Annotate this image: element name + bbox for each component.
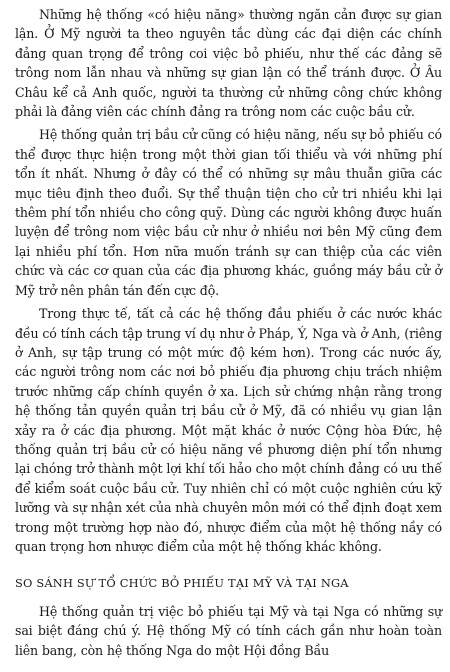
paragraph-centralization: Trong thực tế, tất cả các hệ thống đầu phiếu ở các nước khác đều có tính cách tập trung ví dụ như ở Pháp, Ý, Nga và ở Anh, (riêng ở Anh, sự tập trung có một mức độ kém hơn). Trong các nước ấy, các người trông nom các nơi bỏ phiếu địa phương chịu trách nhiệm trước những cấp chính quyền ở xa. Lịch sử chứng nhận rằng trong hệ thống tản quyền quản trị bầu cử ở Mỹ, đã có nhiều vụ gian lận xảy ra ở các địa phương. Một mặt khác ở nước Cộng hòa Đức, hệ thống quản trị bầu cử có hiệu năng về phương diện phí tổn nhưng lại chóng trở thành một lợi khí tối hảo cho một chính đảng có ưu thế để kiểm soát cuộc bầu cử. Tuy nhiên chỉ có một cuộc nghiên cứu kỹ lưỡng và sự nhận xét của nhà chuyên môn mới có thể định đoạt xem trong một trường hợp nào đó, nhược điểm của một hệ thống nầy có quan trọng hơn nhược điểm của một hệ thống khác không. xyxy=(15,306,442,554)
paragraph-efficiency-costs: Hệ thống quản trị bầu cử cũng có hiệu năng, nếu sự bỏ phiếu có thể được thực hiện trong một thời gian tối thiểu và với những phí tổn ít nhất. Nhưng ở đây có thể có những sự mâu thuẫn giữa các mục tiêu định theo đuổi. Sự thể thuận tiện cho cử tri nhiều khi lại thêm phí tổn nhiều cho công quỹ. Dùng các người không được huấn luyện để trông nom việc bầu cử như ở nhiều nơi bên Mỹ cũng đem lại nhiều phí tổn. Hơn nữa muốn tránh sự can thiệp của các viên chức và các cơ quan của các địa phương khác, guồng máy bầu cử ở Mỹ trở nên phân tán đến cực độ. xyxy=(15,127,442,298)
section-heading: SO SÁNH SỰ TỔ CHỨC BỎ PHIẾU TẠI MỸ VÀ TẠI NGA xyxy=(15,576,349,591)
paragraph-election-fraud: Những hệ thống «có hiệu năng» thường ngăn cản được sự gian lận. Ở Mỹ người ta theo nguyên tắc dùng các đại diện các chính đảng quan trọng để trông coi việc bỏ phiếu, như thế các đảng sẽ trông nom lẫn nhau và những sự gian lận có thể tránh được. Ở Âu Châu kể cả Anh quốc, người ta thường cử những công chức không phải là đảng viên các chính đảng ra trông nom các cuộc bầu cử. xyxy=(15,7,442,120)
paragraph-us-russia-comparison: Hệ thống quản trị việc bỏ phiếu tại Mỹ và tại Nga có những sự sai biệt đáng chú ý. Hệ thống Mỹ có tính cách gần như hoàn toàn liên bang, còn hệ thống Nga do một Hội đồng Bầu xyxy=(15,603,442,658)
